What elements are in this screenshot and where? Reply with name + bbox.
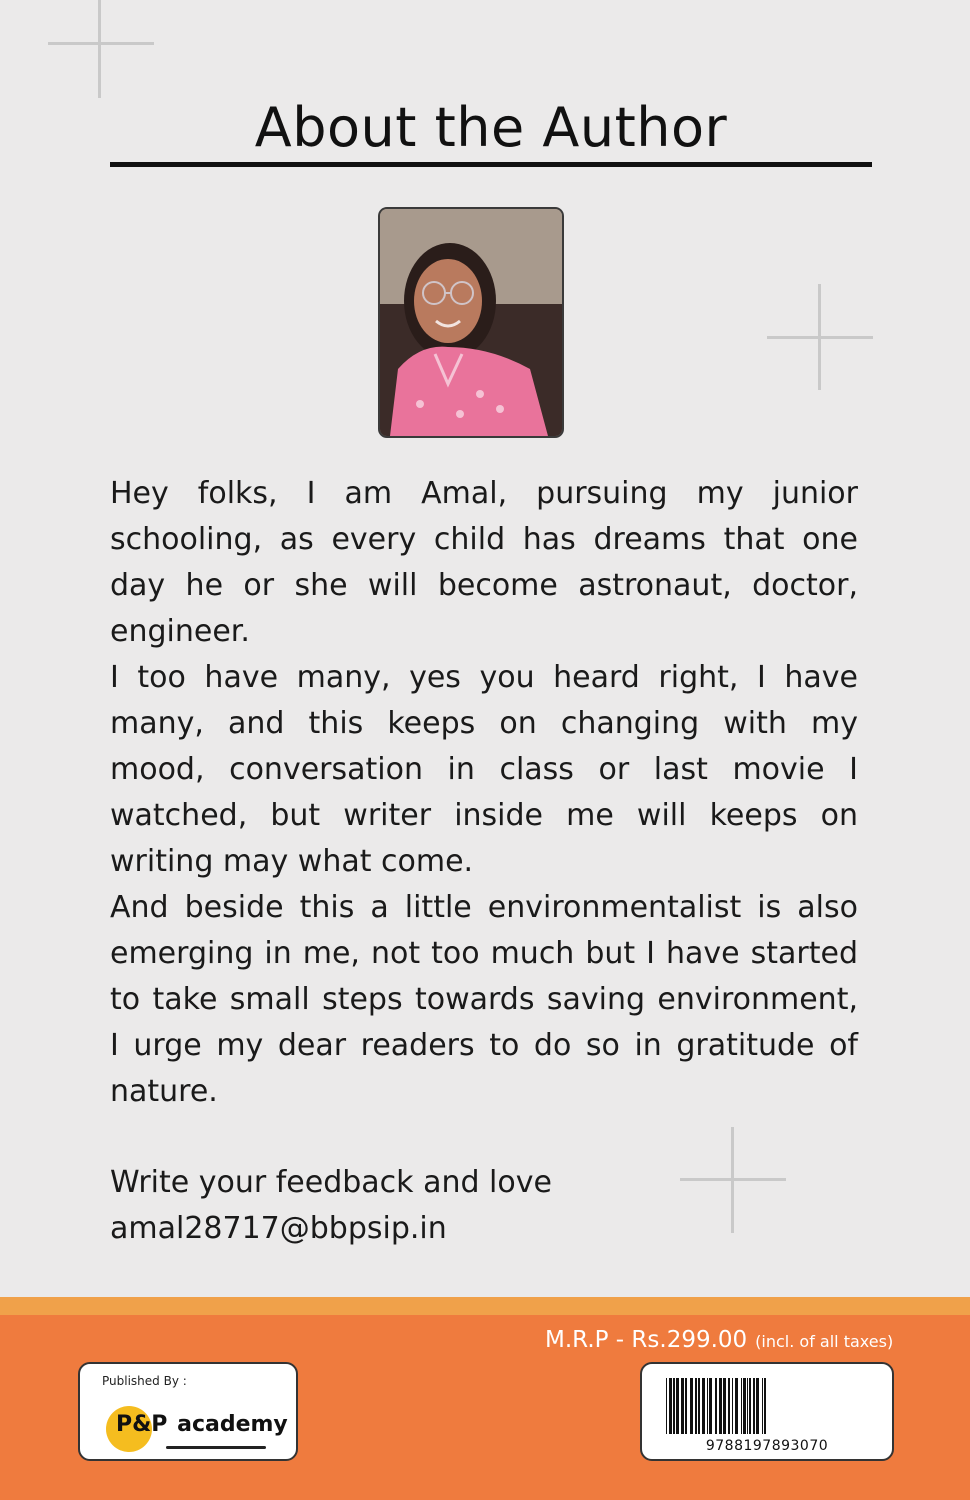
title-underline	[110, 162, 872, 167]
page-title: About the Author	[254, 96, 728, 159]
barcode-bar	[762, 1378, 763, 1434]
author-photo	[378, 207, 564, 438]
barcode-bar	[753, 1378, 755, 1434]
barcode-bar	[666, 1378, 667, 1434]
footer-band-stripe	[0, 1297, 970, 1315]
barcode-bar	[669, 1378, 672, 1434]
barcode-bar	[747, 1378, 748, 1434]
author-portrait-icon	[380, 209, 562, 436]
barcode-bar	[690, 1378, 693, 1434]
barcode-bar	[732, 1378, 733, 1434]
barcode-bar	[749, 1378, 751, 1434]
barcode-bar	[715, 1378, 717, 1434]
barcode-bar	[685, 1378, 687, 1434]
barcode-bar	[743, 1378, 746, 1434]
barcode-bar	[764, 1378, 766, 1434]
barcode-bar	[707, 1378, 708, 1434]
bio-paragraph: I too have many, yes you heard right, I have many, and this keeps on changing with my mood, conversation in class or last movie I watched, but writer inside me will keeps on writing may what come.	[110, 660, 858, 879]
barcode-bar	[728, 1378, 730, 1434]
publisher-logo-text: P&P academy	[116, 1412, 288, 1437]
barcode-bar	[723, 1378, 726, 1434]
barcode-icon	[664, 1378, 870, 1436]
bio-paragraph: And beside this a little environmentalist is also emerging in me, not too much but I have started to take small steps towards saving environment, I urge my dear readers to do so in gratitude of nature.	[110, 890, 858, 1109]
bio-paragraph: Hey folks, I am Amal, pursuing my junior schooling, as every child has dreams that one day he or she will become astronaut, doctor, engineer.	[110, 476, 858, 649]
barcode-bar	[756, 1378, 759, 1434]
author-bio	[110, 471, 858, 1115]
isbn-number: 9788197893070	[705, 1438, 829, 1454]
publisher-box	[78, 1362, 298, 1461]
barcode-bar	[695, 1378, 697, 1434]
price-label	[545, 1327, 893, 1353]
author-email: amal28717@bbpsip.in	[110, 1211, 447, 1246]
barcode-bar	[741, 1378, 742, 1434]
tax-note: (incl. of all taxes)	[755, 1332, 894, 1351]
barcode-bar	[698, 1378, 700, 1434]
barcode-bar	[676, 1378, 679, 1434]
mrp-value: M.R.P - Rs.299.00	[545, 1327, 748, 1353]
barcode-box	[640, 1362, 894, 1461]
pen-icon	[166, 1446, 266, 1449]
barcode-bar	[719, 1378, 722, 1434]
barcode-bar	[673, 1378, 675, 1434]
feedback-text: Write your feedback and love	[110, 1165, 552, 1200]
barcode-bar	[681, 1378, 684, 1434]
feedback-block	[110, 1160, 552, 1252]
publisher-label: Published By :	[102, 1374, 187, 1388]
barcode-bar	[709, 1378, 712, 1434]
barcode-bar	[702, 1378, 705, 1434]
barcode-bar	[735, 1378, 738, 1434]
